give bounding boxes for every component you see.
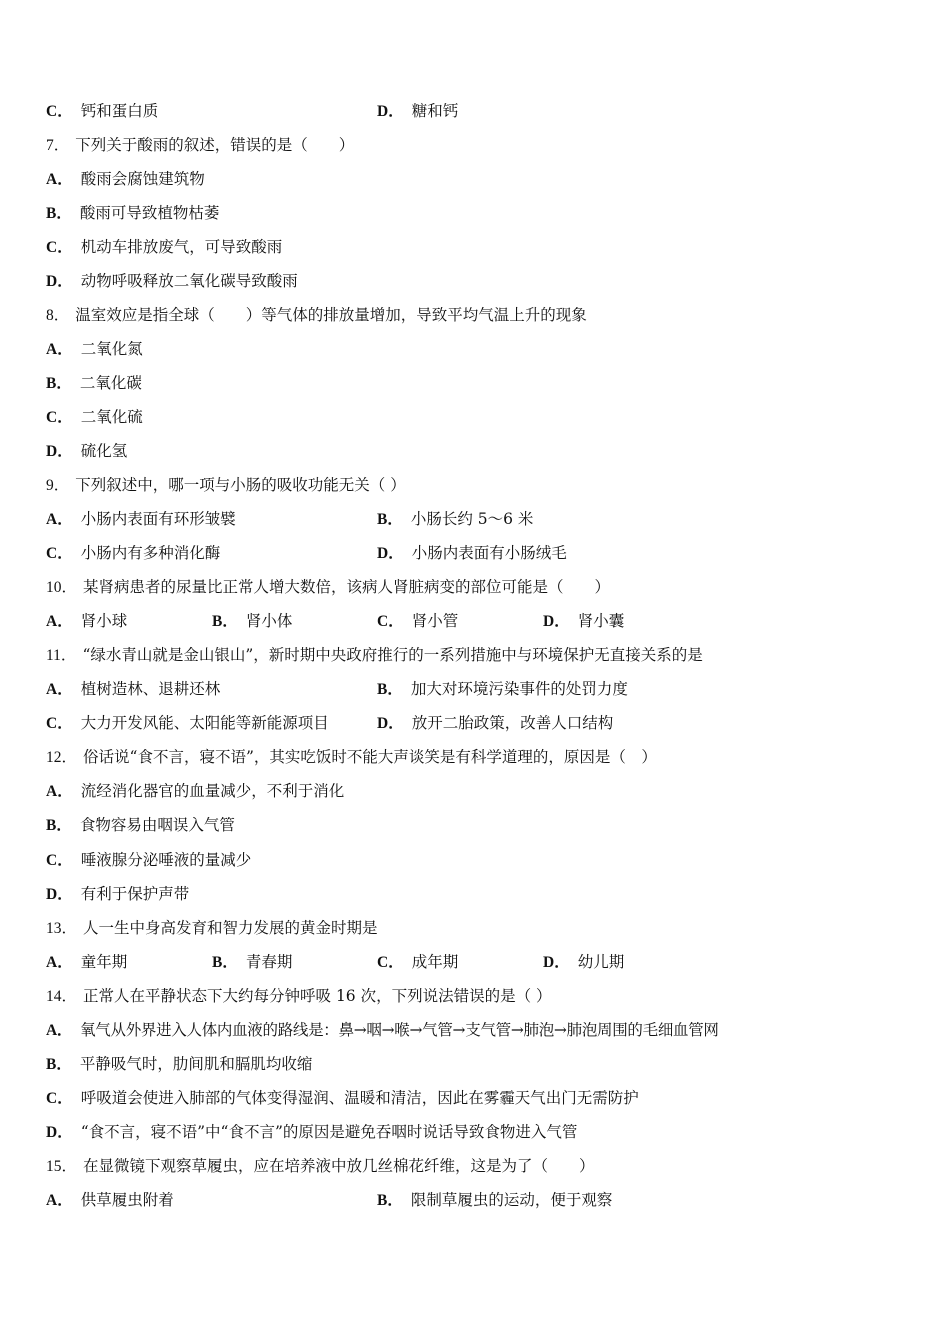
q10-options-row: [46, 609, 916, 633]
option-text: 幼儿期: [577, 953, 625, 971]
q9-options-row-2: [46, 541, 916, 565]
q10-option-c: [377, 609, 458, 634]
question-number: 15．: [46, 1158, 78, 1175]
q13-option-b: [212, 950, 292, 975]
option-text: 植树造林、退耕还林: [80, 680, 221, 698]
q14-option-a: [46, 1018, 916, 1042]
option-text: 酸雨可导致植物枯萎: [79, 204, 220, 222]
option-text: 肾小体: [245, 612, 293, 630]
option-text: 二氧化氮: [80, 340, 143, 358]
option-text: 童年期: [80, 953, 128, 971]
option-text: 加大对环境污染事件的处罚力度: [410, 680, 628, 698]
option-text: 糖和钙: [411, 102, 459, 120]
option-text: 放开二胎政策，改善人口结构: [411, 714, 614, 732]
option-text: 限制草履虫的运动，便于观察: [410, 1191, 613, 1209]
q7-option-d: [46, 269, 916, 293]
option-label: C．: [46, 1090, 73, 1107]
q9-option-b: [377, 507, 533, 532]
option-text: 机动车排放废气，可导致酸雨: [80, 238, 283, 256]
option-label: D．: [46, 1124, 73, 1141]
q10-option-d: [543, 609, 624, 634]
q15-options-row: [46, 1188, 916, 1212]
option-text: 成年期: [411, 953, 459, 971]
question-text: 人一生中身高发育和智力发展的黄金时期是: [83, 919, 378, 937]
question-number: 11．: [46, 647, 77, 664]
option-text: 肾小管: [411, 612, 459, 630]
q9-option-a: [46, 507, 236, 532]
q11-option-a: [46, 677, 220, 702]
q13-option-a: [46, 950, 127, 975]
option-label: B．: [377, 681, 403, 698]
option-text: 小肠内有多种消化酶: [80, 544, 221, 562]
option-label: B．: [212, 954, 238, 971]
q14-stem: [46, 984, 916, 1008]
question-number: 7．: [46, 137, 70, 154]
q10-option-b: [212, 609, 292, 634]
q14-option-b: [46, 1052, 916, 1076]
option-label: C．: [46, 852, 73, 869]
question-text: 下列叙述中，哪一项与小肠的吸收功能无关（ ）: [75, 476, 406, 494]
option-label: B．: [46, 817, 72, 834]
option-label: A．: [46, 954, 73, 971]
q9-option-d: [377, 541, 567, 566]
option-label: C．: [46, 103, 73, 120]
q7-stem: [46, 133, 916, 157]
option-label: D．: [46, 443, 73, 460]
q13-stem: [46, 916, 916, 940]
option-text: 有利于保护声带: [80, 885, 190, 903]
q6-option-c: [46, 99, 158, 124]
option-label: C．: [46, 715, 73, 732]
q6-options-row: [46, 99, 916, 123]
option-label: A．: [46, 1192, 73, 1209]
option-label: D．: [46, 886, 73, 903]
q8-option-b: [46, 371, 916, 395]
option-label: C．: [46, 239, 73, 256]
question-number: 8．: [46, 307, 70, 324]
q10-stem: [46, 575, 916, 599]
q9-options-row-1: [46, 507, 916, 531]
q9-option-c: [46, 541, 220, 566]
q8-stem: [46, 303, 916, 327]
q7-option-a: [46, 167, 916, 191]
q15-option-b: [377, 1188, 612, 1213]
option-text: 二氧化碳: [79, 374, 142, 392]
option-label: C．: [377, 954, 404, 971]
question-text: 下列关于酸雨的叙述，错误的是（ ）: [75, 136, 355, 154]
option-label: A．: [46, 613, 73, 630]
q15-stem: [46, 1154, 916, 1178]
option-label: B．: [46, 375, 72, 392]
option-text: 硫化氢: [80, 442, 128, 460]
question-number: 14．: [46, 988, 78, 1005]
q11-option-c: [46, 711, 329, 736]
q13-option-c: [377, 950, 458, 975]
q15-option-a: [46, 1188, 174, 1213]
option-text: 小肠内表面有环形皱襞: [80, 510, 236, 528]
question-text: 温室效应是指全球（ ）等气体的排放量增加，导致平均气温上升的现象: [75, 306, 587, 324]
question-text: “绿水青山就是金山银山”，新时期中央政府推行的一系列措施中与环境保护无直接关系的是: [82, 646, 703, 664]
option-label: D．: [377, 715, 404, 732]
option-label: A．: [46, 511, 73, 528]
option-text: 大力开发风能、太阳能等新能源项目: [80, 714, 329, 732]
option-label: D．: [377, 103, 404, 120]
option-label: D．: [543, 613, 570, 630]
option-text: 酸雨会腐蚀建筑物: [80, 170, 205, 188]
q7-option-c: [46, 235, 916, 259]
q12-option-d: [46, 882, 916, 906]
option-text: 青春期: [245, 953, 293, 971]
option-label: A．: [46, 783, 73, 800]
q12-option-b: [46, 813, 916, 837]
option-label: B．: [212, 613, 238, 630]
option-text: 氧气从外界进入人体内血液的路线是：鼻→咽→喉→气管→支气管→肺泡→肺泡周围的毛细血管网: [80, 1021, 719, 1039]
question-text: 正常人在平静状态下大约每分钟呼吸 16 次，下列说法错误的是（ ）: [83, 987, 552, 1005]
option-text: 小肠内表面有小肠绒毛: [411, 544, 567, 562]
q13-option-d: [543, 950, 624, 975]
option-text: 二氧化硫: [80, 408, 143, 426]
question-number: 9．: [46, 477, 70, 494]
question-text: 某肾病患者的尿量比正常人增大数倍，该病人肾脏病变的部位可能是（ ）: [83, 578, 611, 596]
q14-option-d: [46, 1120, 916, 1144]
option-label: B．: [46, 205, 72, 222]
option-label: C．: [46, 409, 73, 426]
q11-stem: [46, 643, 916, 667]
option-label: A．: [46, 681, 73, 698]
option-label: B．: [377, 511, 403, 528]
option-label: A．: [46, 171, 73, 188]
q14-option-c: [46, 1086, 916, 1110]
q7-option-b: [46, 201, 916, 225]
q8-option-c: [46, 405, 916, 429]
option-text: “食不言，寝不语”中“食不言”的原因是避免吞咽时说话导致食物进入气管: [80, 1123, 578, 1141]
option-label: C．: [46, 545, 73, 562]
q6-option-d: [377, 99, 458, 124]
q11-option-b: [377, 677, 628, 702]
option-text: 呼吸道会使进入肺部的气体变得湿润、温暖和清洁，因此在雾霾天气出门无需防护: [80, 1089, 639, 1107]
q12-option-a: [46, 779, 916, 803]
option-text: 小肠长约 5～6 米: [410, 510, 534, 528]
option-text: 动物呼吸释放二氧化碳导致酸雨: [80, 272, 298, 290]
option-text: 钙和蛋白质: [80, 102, 159, 120]
option-label: A．: [46, 1022, 73, 1039]
question-number: 13．: [46, 920, 78, 937]
option-text: 平静吸气时，肋间肌和膈肌均收缩: [79, 1055, 313, 1073]
q8-option-a: [46, 337, 916, 361]
q12-option-c: [46, 848, 916, 872]
option-label: A．: [46, 341, 73, 358]
q11-option-d: [377, 711, 613, 736]
option-text: 唾液腺分泌唾液的量减少: [80, 851, 252, 869]
q10-option-a: [46, 609, 127, 634]
question-number: 10．: [46, 579, 78, 596]
option-label: D．: [377, 545, 404, 562]
q13-options-row: [46, 950, 916, 974]
q8-option-d: [46, 439, 916, 463]
option-text: 食物容易由咽误入气管: [79, 816, 235, 834]
q11-options-row-2: [46, 711, 916, 735]
option-label: C．: [377, 613, 404, 630]
option-label: D．: [543, 954, 570, 971]
option-label: B．: [377, 1192, 403, 1209]
q12-stem: [46, 745, 916, 769]
option-text: 肾小球: [80, 612, 128, 630]
question-text: 在显微镜下观察草履虫，应在培养液中放几丝棉花纤维，这是为了（ ）: [83, 1157, 595, 1175]
option-text: 肾小囊: [577, 612, 625, 630]
option-label: B．: [46, 1056, 72, 1073]
question-number: 12．: [46, 749, 78, 766]
question-text: 俗话说“食不言，寝不语”，其实吃饭时不能大声谈笑是有科学道理的，原因是（ ）: [83, 748, 657, 766]
option-text: 流经消化器官的血量减少，不利于消化: [80, 782, 345, 800]
option-text: 供草履虫附着: [80, 1191, 174, 1209]
q9-stem: [46, 473, 916, 497]
option-label: D．: [46, 273, 73, 290]
q11-options-row-1: [46, 677, 916, 701]
